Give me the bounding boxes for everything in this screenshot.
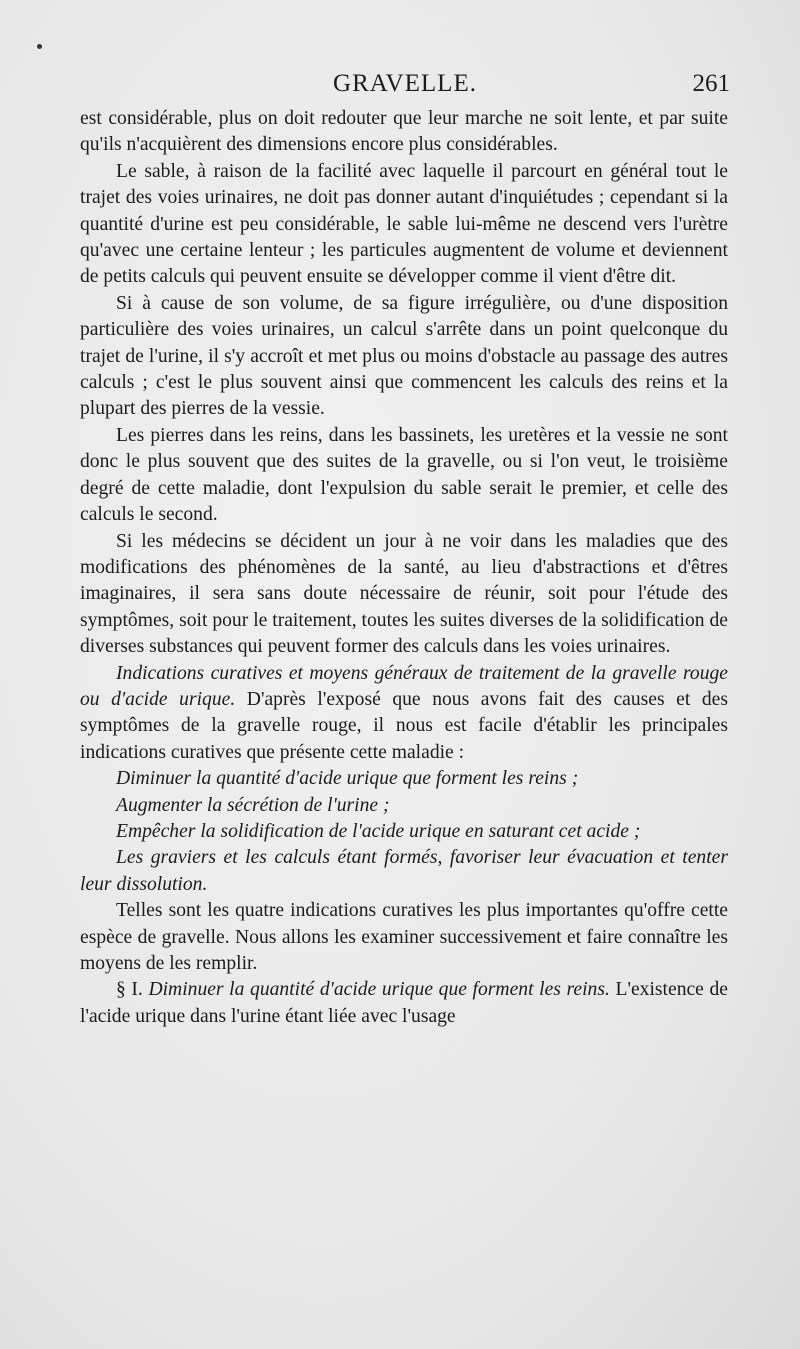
paragraph-4: Les pierres dans les reins, dans les bassinets, les uretères et la vessie ne sont donc le plus souvent que des suites de la gravelle, ou si l'on veut, le troisième degré de cette maladie, dont l'expulsion du sable serait le premier, et celle des calculs le second. bbox=[80, 424, 728, 526]
indication-2: Augmenter la sécrétion de l'urine ; bbox=[116, 794, 390, 816]
paragraph-2: Le sable, à raison de la facilité avec laquelle il parcourt en général tout le trajet des voies urinaires, ne doit pas donner autant d'inquiétudes ; cependant si la quantité d'urine est peu considérable, le sable lui-même ne descend vers l'urètre qu'avec une certaine lenteur ; les particules augmentent de volume et deviennent de petits calculs qui peuvent ensuite se développer comme il vient d'être dit. bbox=[80, 160, 728, 288]
paragraph-8 bbox=[80, 977, 728, 1030]
page-number: 261 bbox=[692, 70, 730, 97]
body-text bbox=[80, 106, 728, 1030]
paragraph-6 bbox=[80, 661, 728, 767]
indication-4: Les graviers et les calculs étant formés, favoriser leur évacuation et tenter leur dissolution. bbox=[80, 847, 728, 895]
page-title: GRAVELLE. bbox=[333, 70, 477, 97]
speck-mark bbox=[37, 44, 42, 49]
section-heading: Indications curatives et moyens généraux de traitement de la gravelle rouge ou d'acide urique. bbox=[80, 662, 728, 710]
paragraph-5: Si les médecins se décident un jour à ne voir dans les maladies que des modifications des phénomènes de la santé, au lieu d'abstractions et d'êtres imaginaires, il sera sans doute nécessaire de réunir, soit pour l'étude des symptômes, soit pour le traitement, toutes les suites diverses de la solidification de diverses substances qui peuvent former des calculs dans les voies urinaires. bbox=[80, 530, 728, 658]
running-head bbox=[80, 70, 730, 104]
paragraph-3: Si à cause de son volume, de sa figure irrégulière, ou d'une disposition particulière des voies urinaires, un calcul s'arrête dans un point quelconque du trajet de l'urine, il s'y accroît et met plus ou moins d'obstacle au passage des autres calculs ; c'est le plus souvent ainsi que commencent les calculs des reins et la plupart des pierres de la vessie. bbox=[80, 292, 728, 420]
paragraph-6-text: D'après l'exposé que nous avons fait des causes et des symptômes de la gravelle rouge, il nous est facile d'établir les principales indications curatives que présente cette maladie : bbox=[80, 688, 728, 763]
indication-3: Empêcher la solidification de l'acide urique en saturant cet acide ; bbox=[116, 820, 641, 842]
section-number: § I. bbox=[116, 979, 149, 1001]
paragraph-1: est considérable, plus on doit redouter que leur marche ne soit lente, et par suite qu'ils n'acquièrent des dimensions encore plus considérables. bbox=[80, 108, 728, 156]
paragraph-7: Telles sont les quatre indications curatives les plus importantes qu'offre cette espèce de gravelle. Nous allons les examiner successivement et faire connaître les moyens de les remplir. bbox=[80, 900, 728, 974]
section-title: Diminuer la quantité d'acide urique que forment les reins. bbox=[148, 979, 610, 1001]
paragraph-8-text: L'existence de l'acide urique dans l'urine étant liée avec l'usage bbox=[80, 979, 728, 1027]
indication-1: Diminuer la quantité d'acide urique que forment les reins ; bbox=[116, 768, 579, 790]
